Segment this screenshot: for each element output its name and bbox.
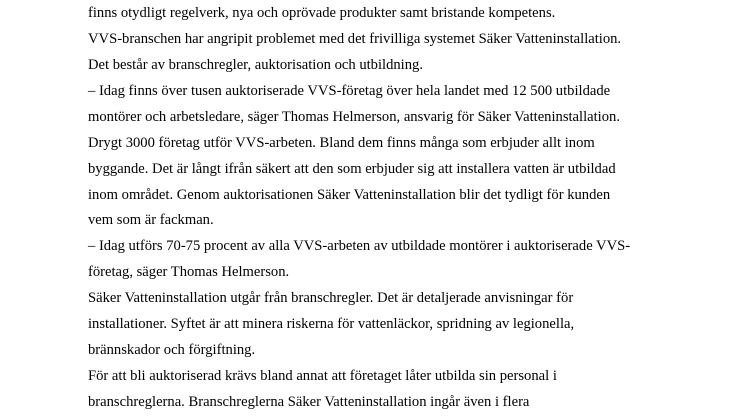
text-line: företag, säger Thomas Helmerson. [88,264,290,280]
text-line: vem som är fackman. [88,212,214,228]
text-line: – Idag finns över tusen auktoriserade VVS-företag över hela landet med 12 500 utbildade [88,83,611,99]
text-line: Säker Vatteninstallation utgår från branschregler. Det är detaljerade anvisningar för [88,290,574,306]
text-line: branschreglerna. Branschreglerna Säker Vatteninstallation ingår även i flera [88,394,530,410]
text-line: Det består av branschregler, auktorisation och utbildning. [88,57,423,73]
text-line: – Idag utförs 70-75 procent av alla VVS-arbeten av utbildade montörer i auktoriserade VVS- [88,238,631,254]
text-line: montörer och arbetsledare, säger Thomas Helmerson, ansvarig för Säker Vatteninstallation. [88,109,620,125]
text-line: installationer. Syftet är att minera riskerna för vattenläckor, spridning av legionella, [88,316,575,332]
text-line: inom området. Genom auktorisationen Säker Vatteninstallation blir det tydligt för kunden [88,187,611,203]
text-line: byggande. Det är långt ifrån säkert att den som erbjuder sig att installera vatten är utbildad [88,161,616,177]
text-line: finns otydligt regelverk, nya och oprövade produkter samt bristande kompetens. [88,5,556,21]
text-line: För att bli auktoriserad krävs bland annat att företaget låter utbilda sin personal i [88,368,557,384]
text-line: VVS-branschen har angripit problemet med det frivilliga systemet Säker Vatteninstallation. [88,31,622,47]
text-line: Drygt 3000 företag utför VVS-arbeten. Bland dem finns många som erbjuder allt inom [88,135,595,151]
text-line: brännskador och förgiftning. [88,342,256,358]
